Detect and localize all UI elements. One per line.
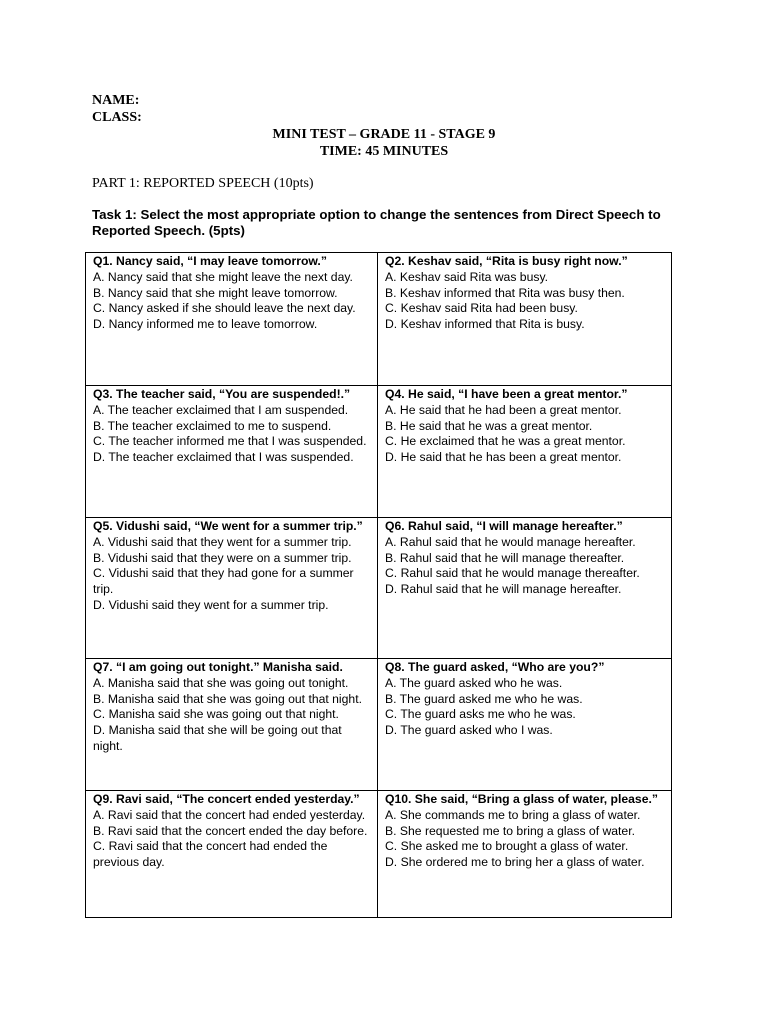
- table-row: [86, 659, 672, 791]
- question-title: Q8. The guard asked, “Who are you?”: [385, 660, 605, 674]
- option-b: B. Keshav informed that Rita was busy then.: [385, 285, 625, 300]
- question-cell-q3: [86, 386, 378, 518]
- question-cell-q5: [86, 518, 378, 659]
- option-b: B. He said that he was a great mentor.: [385, 418, 593, 433]
- option-c: C. She asked me to brought a glass of water.: [385, 839, 629, 854]
- option-c: C. The teacher informed me that I was suspended.: [93, 434, 367, 449]
- question-title: Q2. Keshav said, “Rita is busy right now.”: [385, 254, 628, 268]
- option-b: B. Nancy said that she might leave tomorrow.: [93, 285, 338, 300]
- question-cell-q7: [86, 659, 378, 791]
- option-d: D. He said that he has been a great mentor.: [385, 450, 622, 465]
- question-title: Q1. Nancy said, “I may leave tomorrow.”: [93, 254, 327, 268]
- class-label: CLASS:: [92, 110, 142, 125]
- task-instructions: [92, 207, 682, 239]
- option-c: C. The guard asks me who he was.: [385, 707, 576, 722]
- option-c: C. He exclaimed that he was a great mentor.: [385, 434, 626, 449]
- question-title: Q7. “I am going out tonight.” Manisha said.: [93, 660, 343, 674]
- option-a: A. He said that he had been a great mentor.: [385, 402, 622, 417]
- option-a: A. Nancy said that she might leave the next day.: [93, 269, 353, 284]
- table-row: [86, 386, 672, 518]
- option-a: A. Rahul said that he would manage hereafter.: [385, 534, 636, 549]
- question-title: Q6. Rahul said, “I will manage hereafter.”: [385, 519, 623, 533]
- option-b: B. Ravi said that the concert ended the day before.: [93, 823, 368, 838]
- option-b: B. The teacher exclaimed to me to suspend.: [93, 418, 332, 433]
- option-c: C. Ravi said that the concert had ended the previous day.: [93, 839, 328, 870]
- test-time: TIME: 45 MINUTES: [319, 144, 449, 159]
- question-cell-q4: [378, 386, 672, 518]
- question-cell-q8: [378, 659, 672, 791]
- option-c: C. Nancy asked if she should leave the next day.: [93, 301, 356, 316]
- question-cell-q2: [378, 253, 672, 386]
- question-cell-q9: [86, 791, 378, 918]
- option-b: B. Rahul said that he will manage thereafter.: [385, 550, 625, 565]
- part-heading: PART 1: REPORTED SPEECH (10pts): [92, 176, 314, 191]
- question-cell-q10: [378, 791, 672, 918]
- table-row: [86, 791, 672, 918]
- option-a: A. Keshav said Rita was busy.: [385, 269, 549, 284]
- question-cell-q6: [378, 518, 672, 659]
- task-line-1: Task 1: Select the most appropriate option to change the sentences from Direct Speech to: [92, 207, 661, 222]
- question-title: Q10. She said, “Bring a glass of water, please.”: [385, 792, 658, 806]
- option-d: D. Nancy informed me to leave tomorrow.: [93, 317, 318, 332]
- option-a: A. Ravi said that the concert had ended yesterday.: [93, 807, 366, 822]
- option-d: D. The guard asked who I was.: [385, 723, 553, 738]
- table-row: [86, 253, 672, 386]
- question-title: Q9. Ravi said, “The concert ended yesterday.”: [93, 792, 360, 806]
- option-d: D. Vidushi said they went for a summer trip.: [93, 597, 329, 612]
- option-a: A. The teacher exclaimed that I am suspended.: [93, 402, 349, 417]
- option-a: A. She commands me to bring a glass of water.: [385, 807, 641, 822]
- option-c: C. Rahul said that he would manage thereafter.: [385, 566, 640, 581]
- table-row: [86, 518, 672, 659]
- option-b: B. Vidushi said that they were on a summer trip.: [93, 550, 352, 565]
- option-b: B. She requested me to bring a glass of water.: [385, 823, 635, 838]
- name-label: NAME:: [92, 93, 140, 108]
- option-b: B. Manisha said that she was going out that night.: [93, 691, 362, 706]
- question-title: Q4. He said, “I have been a great mentor.”: [385, 387, 628, 401]
- task-line-2: Reported Speech. (5pts): [92, 223, 245, 238]
- option-a: A. The guard asked who he was.: [385, 675, 563, 690]
- option-d: D. The teacher exclaimed that I was suspended.: [93, 450, 354, 465]
- option-a: A. Manisha said that she was going out tonight.: [93, 675, 349, 690]
- option-d: D. Keshav informed that Rita is busy.: [385, 317, 585, 332]
- option-b: B. The guard asked me who he was.: [385, 691, 583, 706]
- option-c: C. Vidushi said that they had gone for a summer trip.: [93, 566, 354, 597]
- option-c: C. Keshav said Rita had been busy.: [385, 301, 578, 316]
- test-title: MINI TEST – GRADE 11 - STAGE 9: [272, 127, 496, 142]
- question-cell-q1: [86, 253, 378, 386]
- question-title: Q5. Vidushi said, “We went for a summer trip.”: [93, 519, 363, 533]
- option-d: D. She ordered me to bring her a glass of water.: [385, 855, 645, 870]
- option-a: A. Vidushi said that they went for a summer trip.: [93, 534, 352, 549]
- question-title: Q3. The teacher said, “You are suspended!.”: [93, 387, 351, 401]
- option-d: D. Rahul said that he will manage hereafter.: [385, 582, 622, 597]
- option-d: D. Manisha said that she will be going out that night.: [93, 723, 342, 753]
- option-c: C. Manisha said she was going out that night.: [93, 707, 339, 722]
- questions-table: [85, 252, 672, 918]
